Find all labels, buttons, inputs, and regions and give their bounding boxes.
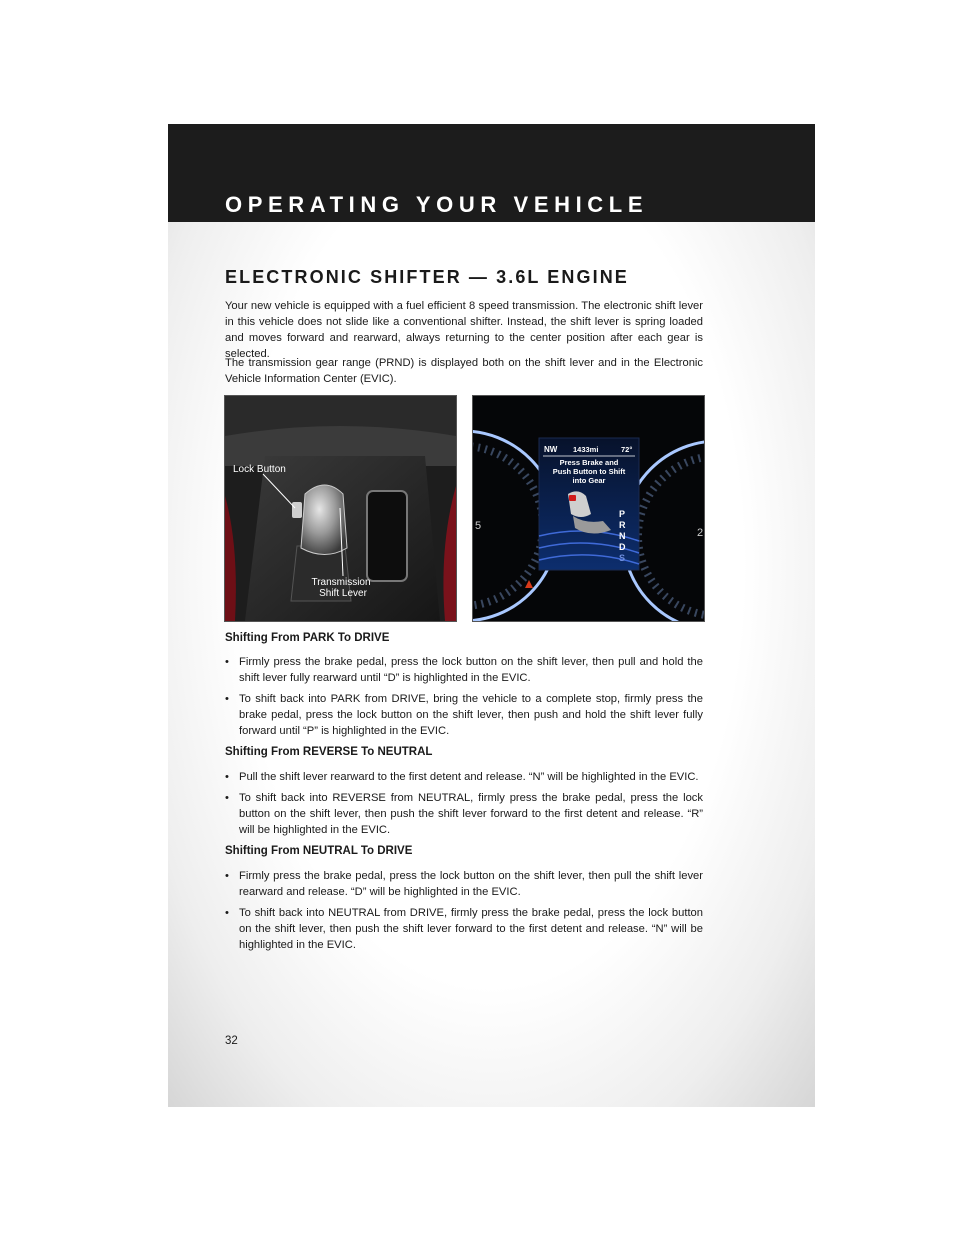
evic-message-line3: into Gear [572,476,606,485]
temperature-reading: 72° [621,445,633,454]
gear-n: N [619,531,626,541]
page-number: 32 [225,1035,238,1047]
shift-lever-photo [224,395,457,622]
list-item: • Firmly press the brake pedal, press the lock button on the shift lever, then pull the shift lever rearward and release. “D” will be highlighted in the EVIC. [225,868,703,900]
intro-paragraph: Your new vehicle is equipped with a fuel efficient 8 speed transmission. The electronic shift lever in this vehicle does not slide like a conventional shifter. Instead, the shift lever is spring loaded and moves forward and rearward, always returning to the center position after each gear is selected. [225,300,703,360]
chapter-title: OPERATING YOUR VEHICLE [225,192,649,217]
shift-lever-label-line1: Transmission [311,577,371,588]
list-item: • Pull the shift lever rearward to the first detent and release. “N” will be highlighted in the EVIC. [225,769,703,785]
prnd-paragraph: The transmission gear range (PRND) is displayed both on the shift lever and in the Electronic Vehicle Information Center (EVIC). [225,357,703,385]
reverse-to-neutral-list [225,769,703,843]
gear-s: S [619,553,626,563]
compass-heading: NW [544,445,558,454]
list-item: • To shift back into REVERSE from NEUTRAL, firmly press the brake pedal, press the lock button on the shift lever, then push the shift lever forward to the first detent and release. “R” will be highlighted in the EVIC. [225,790,703,838]
evic-message-line1: Press Brake and [559,458,619,467]
gear-d: D [619,542,626,552]
subsection-title-park-to-drive: Shifting From PARK To DRIVE [225,632,390,644]
list-item: • To shift back into PARK from DRIVE, bring the vehicle to a complete stop, firmly press the brake pedal, press the lock button on the shift lever, then push and hold the shift lever fully forward until “P” is highlighted in the EVIC. [225,691,703,739]
list-item: • To shift back into NEUTRAL from DRIVE, firmly press the brake pedal, press the lock button on the shift lever, then push the shift lever forward to the first detent and release. “N” will be highlighted in the EVIC. [225,905,703,953]
shift-lever-illustration [225,396,456,621]
evic-illustration [473,396,704,621]
subsection-title-reverse-to-neutral: Shifting From REVERSE To NEUTRAL [225,746,433,758]
manual-page [168,124,815,1107]
gear-r: R [619,520,626,530]
section-title: ELECTRONIC SHIFTER — 3.6L ENGINE [225,267,629,287]
evic-display-photo [472,395,705,622]
list-item: • Firmly press the brake pedal, press the lock button on the shift lever, then pull and hold the shift lever fully rearward until “D” is highlighted in the EVIC. [225,654,703,686]
right-gauge-number: 2 [697,527,704,539]
shift-lever-label-line2: Shift Lever [319,588,367,599]
park-to-drive-list [225,654,703,744]
lock-button-label: Lock Button [233,464,286,475]
neutral-to-drive-list [225,868,703,958]
evic-message-line2: Push Button to Shift [552,467,626,476]
subsection-title-neutral-to-drive: Shifting From NEUTRAL To DRIVE [225,845,413,857]
left-gauge-number: 5 [475,520,482,532]
chapter-header [168,124,815,222]
gear-p: P [619,509,626,519]
odometer-reading: 1433mi [573,445,599,454]
